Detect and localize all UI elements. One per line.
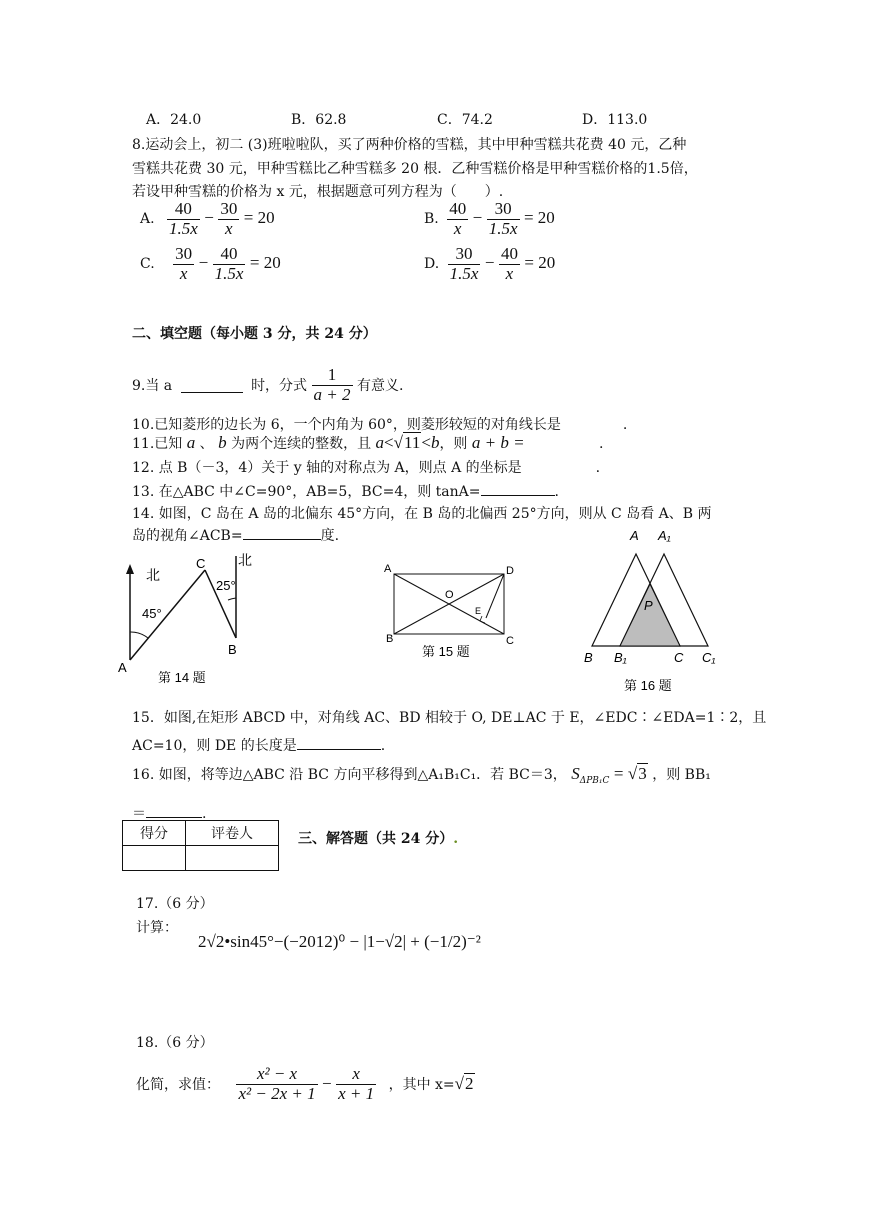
q8-line2: 雪糕共花费 30 元，甲种雪糕比乙种雪糕多 20 根．乙种雪糕价格是甲种雪糕价格的1.5倍， [132, 161, 698, 177]
fig15-point-d: D [506, 565, 514, 577]
answer-blank[interactable] [481, 481, 555, 496]
answer-blank[interactable] [297, 735, 381, 750]
q10: 10.已知菱形的边长为 6，一个内角为 60°，则菱形较短的对角线长是 . [132, 417, 628, 433]
fraction: $\frac{40}{1.5x}$ [169, 199, 198, 238]
fig16-point-p: P [644, 598, 653, 613]
fig16-point-b1: B₁ [614, 650, 627, 665]
q7-option-c: C．74.2 [437, 112, 493, 128]
fraction: $\frac{30}{1.5x}$ [449, 244, 479, 283]
q8-option-d: D. $\frac{30}{1.5x}$ − $\frac{40}{x}$ = 20 [424, 244, 556, 283]
figure-16 [578, 526, 728, 698]
fraction: $\frac{40}{x}$ [449, 199, 467, 238]
fig14-angle-45: 45° [142, 606, 162, 621]
fig16-point-c: C [674, 650, 684, 665]
q14-line1: 14. 如图，C 岛在 A 岛的北偏东 45°方向，在 B 岛的北偏西 25°方向，则从 C 岛看 A、B 两 [132, 506, 712, 522]
figure-14 [112, 548, 262, 690]
fraction: $\frac{\text{x² − x}}{\text{x² − 2x + 1}}$ [238, 1064, 316, 1103]
q17-label: 计算： [136, 920, 178, 936]
q17-title: 17.（6 分） [136, 896, 214, 912]
q9: 9.当 a 时，分式 $\frac{1}{a + 2}$ 有意义. [132, 365, 404, 404]
score-table [122, 820, 279, 871]
fig14-point-b: B [228, 642, 237, 657]
figure-15 [382, 560, 522, 664]
q8-option-a: A. $\frac{40}{1.5x}$ − $\frac{30}{x}$ = 20 [140, 199, 275, 238]
q15-line1: 15．如图,在矩形 ABCD 中，对角线 AC、BD 相较于 O, DE⊥AC 于 E，∠EDC∶∠EDA=1∶2，且 [132, 710, 767, 726]
fig14-caption: 第 14 题 [158, 670, 206, 685]
fig16-caption: 第 16 题 [624, 678, 672, 693]
fraction: $\frac{30}{x}$ [175, 244, 193, 283]
q18-expression: 化简，求值： $\frac{\text{x² − x}}{\text{x² − 2x + 1}}$ − $\frac{x}{x + 1}$ ，其中 x=√2 [136, 1064, 474, 1103]
fraction: $\frac{30}{1.5x}$ [488, 199, 518, 238]
q8-option-c: C. $\frac{30}{x}$ − $\frac{40}{1.5x}$ = 20 [140, 244, 281, 283]
fig14-angle-25: 25° [216, 578, 236, 593]
q7-option-b: B．62.8 [291, 112, 347, 128]
q18-title: 18.（6 分） [136, 1035, 214, 1051]
q14-line2: 岛的视角∠ACB= 度. [132, 525, 339, 545]
fig15-point-e: E [475, 606, 482, 616]
q16-line2: ＝ . [132, 803, 206, 823]
q8-line1: 8.运动会上，初二 (3)班啦啦队，买了两种价格的雪糕，其中甲种雪糕共花费 40 元，乙种 [132, 137, 687, 153]
q16-line1: 16. 如图，将等边△ABC 沿 BC 方向平移得到△A₁B₁C₁．若 BC＝3， $S_{\Delta PB_1C} = √3$ ，则 BB₁ [132, 764, 711, 786]
answer-blank[interactable] [243, 525, 321, 540]
fig16-point-b: B [584, 650, 593, 665]
score-cell[interactable] [123, 846, 186, 871]
fig15-point-a: A [384, 563, 392, 575]
fraction: $\frac{1}{a + 2}$ [313, 365, 351, 404]
fig16-point-a: A [630, 528, 639, 543]
q13: 13. 在△ABC 中∠C=90°，AB=5，BC=4，则 tanA= . [132, 481, 559, 501]
fig14-point-a: A [118, 660, 127, 675]
fraction: $\frac{40}{x}$ [500, 244, 518, 283]
q8-option-b: B. $\frac{40}{x}$ − $\frac{30}{1.5x}$ = 20 [424, 199, 555, 238]
fraction: $\frac{x}{x + 1}$ [338, 1064, 375, 1103]
fraction: $\frac{40}{1.5x}$ [214, 244, 244, 283]
section2-heading: 二、填空题（每小题 3 分，共 24 分） [132, 326, 377, 342]
fig15-point-b: B [386, 633, 394, 645]
fraction: $\frac{30}{x}$ [220, 199, 238, 238]
fig14-point-c: C [196, 556, 206, 571]
q8-line3: 若设甲种雪糕的价格为 x 元，根据题意可列方程为（ ）. [132, 184, 504, 200]
answer-blank[interactable] [146, 803, 202, 818]
q17-expression: 2√2•sin45°−(−2012)⁰ − |1−√2| + (−1/2)⁻² [198, 932, 481, 951]
fig16-point-c1: C₁ [702, 650, 716, 665]
q7-option-d: D．113.0 [582, 112, 648, 128]
fig15-point-o: O [445, 589, 454, 601]
grader-cell[interactable] [186, 846, 279, 871]
answer-blank[interactable] [181, 378, 243, 393]
grader-header: 评卷人 [186, 821, 279, 846]
section3-heading: 三、解答题（共 24 分）. [298, 831, 459, 847]
q7-option-a: A．24.0 [146, 112, 202, 128]
score-header: 得分 [123, 821, 186, 846]
q11: 11.已知 a 、 b 为两个连续的整数，且 a<√11<b，则 a + b = . [132, 433, 604, 452]
q12: 12. 点 B（－3，4）关于 y 轴的对称点为 A，则点 A 的坐标是 . [132, 460, 601, 476]
fig15-point-c: C [506, 635, 514, 647]
fig16-point-a1: A₁ [658, 528, 671, 543]
fig14-north-label-2: 北 [238, 552, 252, 568]
fig15-caption: 第 15 题 [422, 644, 470, 659]
q15-line2: AC=10，则 DE 的长度是 . [132, 735, 385, 755]
fig14-north-label-1: 北 [146, 567, 160, 583]
